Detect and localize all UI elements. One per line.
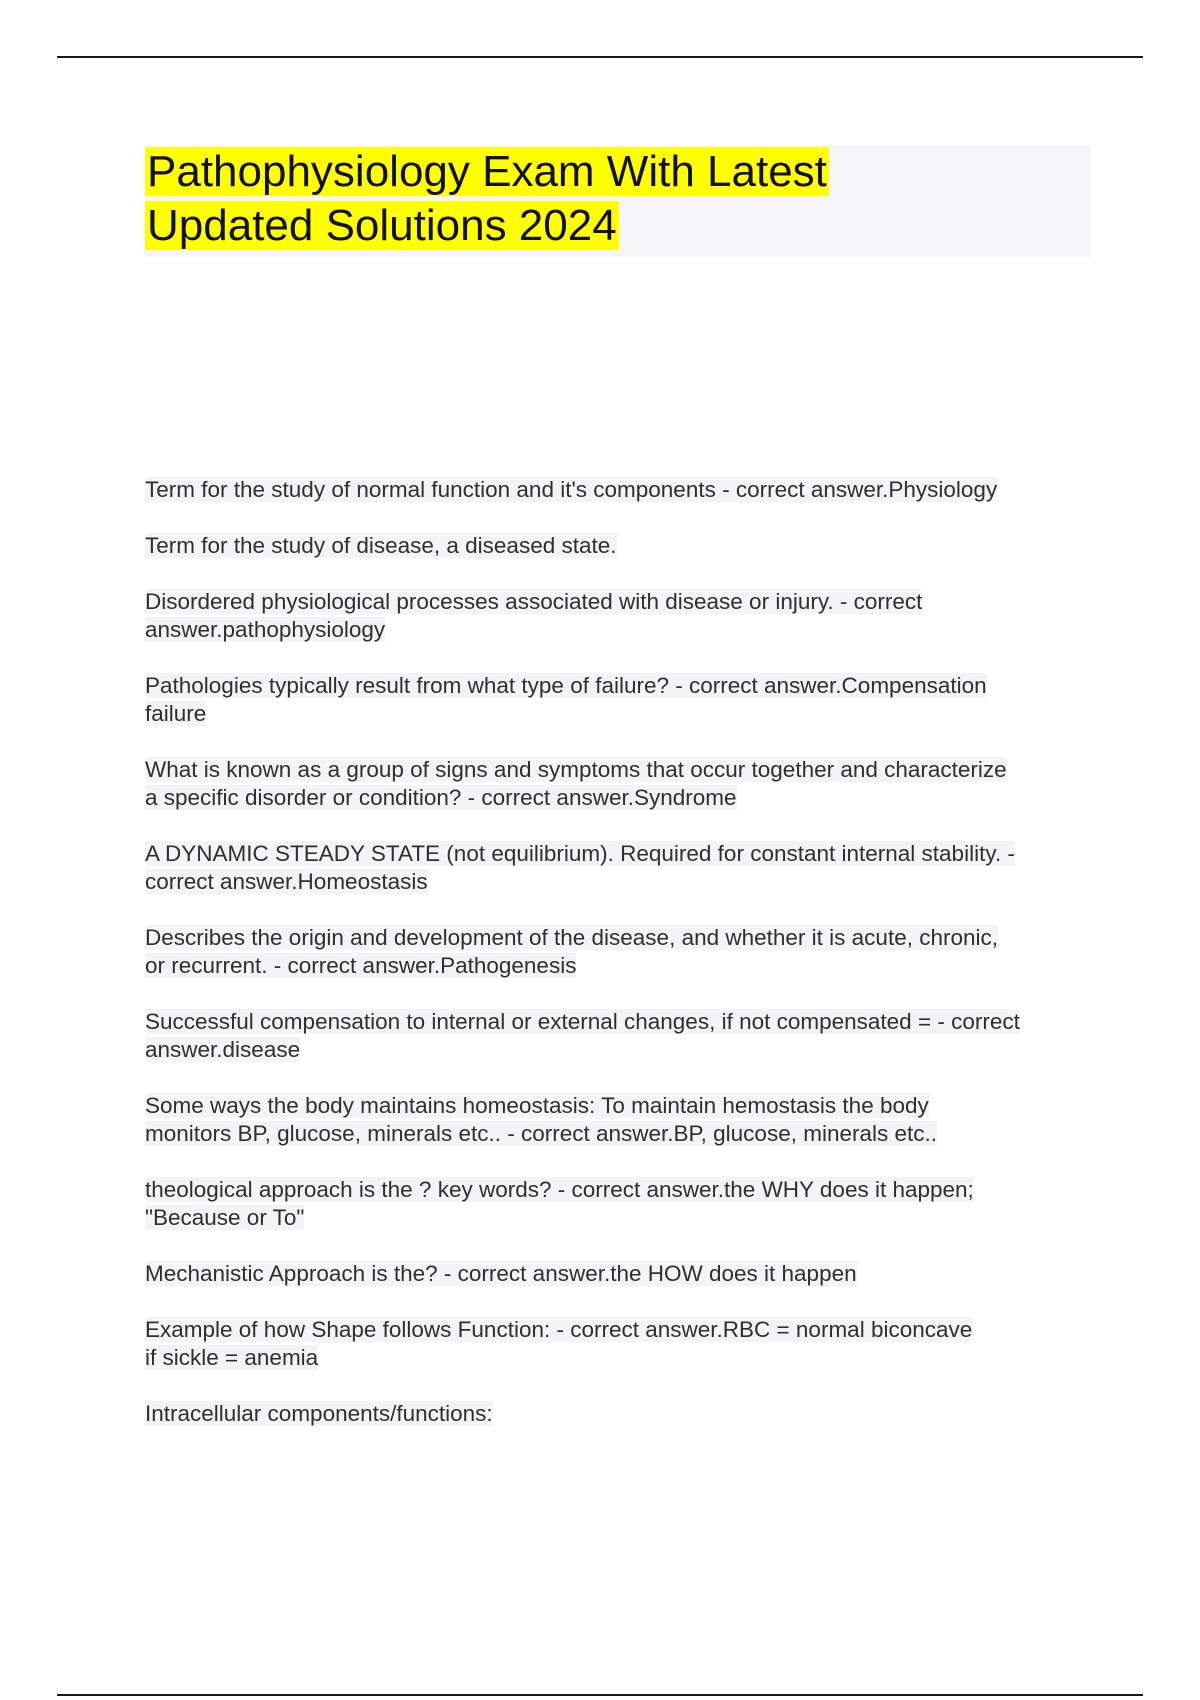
qa-item — [145, 588, 1095, 644]
qa-text: Some ways the body maintains homeostasis: To maintain hemostasis the body monitors BP, glucose, minerals etc.. - correct answer.BP, glucose, minerals etc.. — [145, 1093, 938, 1146]
qa-item — [145, 1092, 1095, 1148]
title-block — [145, 145, 1091, 257]
title-line-1: Pathophysiology Exam With Latest — [147, 147, 827, 196]
qa-item — [145, 1400, 1095, 1428]
qa-item — [145, 1176, 1095, 1232]
qa-text: Mechanistic Approach is the? - correct answer.the HOW does it happen — [145, 1261, 857, 1286]
qa-text: theological approach is the ? key words? - correct answer.the WHY does it happen; "Because or To" — [145, 1177, 974, 1230]
title-line-2: Updated Solutions 2024 — [147, 201, 617, 250]
bottom-rule — [57, 1694, 1143, 1696]
qa-item — [145, 1316, 1095, 1372]
qa-text: Pathologies typically result from what type of failure? - correct answer.Compensation failure — [145, 673, 987, 726]
qa-text: What is known as a group of signs and symptoms that occur together and characterize a specific disorder or condition? - correct answer.Syndrome — [145, 757, 1007, 810]
qa-text: Example of how Shape follows Function: - correct answer.RBC = normal biconcave if sickle = anemia — [145, 1317, 973, 1370]
qa-text: Term for the study of disease, a diseased state. — [145, 533, 617, 558]
qa-item — [145, 532, 1095, 560]
qa-text: Term for the study of normal function and it's components - correct answer.Physiology — [145, 477, 998, 502]
qa-text: A DYNAMIC STEADY STATE (not equilibrium). Required for constant internal stability. - correct answer.Homeostasis — [145, 841, 1015, 894]
qa-item — [145, 476, 1095, 504]
qa-item — [145, 1008, 1095, 1064]
qa-item — [145, 756, 1095, 812]
qa-text: Describes the origin and development of the disease, and whether it is acute, chronic, or recurrent. - correct answer.Pathogenesis — [145, 925, 998, 978]
top-rule — [57, 56, 1143, 58]
qa-item — [145, 840, 1095, 896]
qa-text: Successful compensation to internal or external changes, if not compensated = - correct answer.disease — [145, 1009, 1020, 1062]
qa-item — [145, 924, 1095, 980]
qa-text: Intracellular components/functions: — [145, 1401, 493, 1426]
document-title — [145, 145, 1091, 253]
qa-text: Disordered physiological processes associated with disease or injury. - correct answer.pathophysiology — [145, 589, 923, 642]
qa-item — [145, 672, 1095, 728]
qa-item — [145, 1260, 1095, 1288]
qa-list — [145, 476, 1095, 1456]
